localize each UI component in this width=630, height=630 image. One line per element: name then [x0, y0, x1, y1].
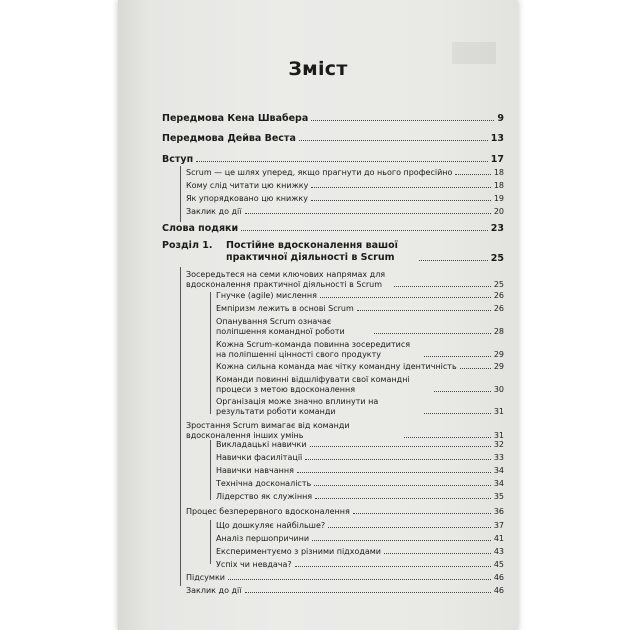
toc-subentry [216, 521, 504, 531]
toc-entry-text: Слова подяки [162, 223, 239, 234]
dot-leader [245, 592, 491, 593]
dot-leader [310, 446, 491, 447]
toc-page-number: 26 [493, 291, 504, 300]
toc-entry-text: Навички фасилітації [216, 453, 303, 462]
toc-bracket-line [210, 440, 211, 500]
toc-entry-text: Експериментуємо з різними підходами [216, 547, 381, 556]
toc-page-number: 19 [493, 194, 504, 203]
dot-leader [320, 297, 491, 298]
dot-leader [328, 527, 491, 528]
toc-subentry [186, 181, 504, 191]
toc-page-number: 37 [493, 521, 504, 530]
toc-page-number: 34 [493, 479, 504, 488]
toc-page-number: 9 [497, 113, 504, 124]
toc-entry-text: Постійне вдосконалення вашої практичної діяльності в Scrum [226, 240, 398, 263]
dot-leader [241, 230, 488, 231]
toc-page-number: 34 [493, 466, 504, 475]
toc-entry-text: Як упорядковано цю книжку [186, 194, 308, 203]
toc-page-number: 18 [493, 181, 504, 190]
toc-subentry [216, 362, 504, 372]
toc-entry-text: Навички навчання [216, 466, 294, 475]
toc-entry-text: Емпіризм лежить в основі Scrum [216, 304, 354, 313]
toc-section [186, 573, 504, 583]
toc-page-number: 35 [493, 492, 504, 501]
toc-entry-text: Передмова Кена Швабера [162, 113, 309, 124]
toc-section [186, 270, 504, 290]
toc-entry-acknowledgements [162, 223, 504, 234]
toc-entry-text: Що дошкуляє найбільше? [216, 521, 326, 530]
toc-entry-foreword-west [162, 133, 504, 144]
dot-leader [384, 553, 491, 554]
toc-entry-text: Кому слід читати цю книжку [186, 181, 309, 190]
toc-page-number: 25 [493, 280, 504, 289]
toc-subentry [216, 340, 504, 360]
toc-entry-text: Scrum — це шлях уперед, якщо прагнути до нього професійно [186, 168, 453, 177]
dot-leader [312, 540, 491, 541]
dot-leader [455, 174, 490, 175]
toc-subentry [216, 440, 504, 450]
toc-entry-text: Команди повинні відшліфувати свої командні процеси з метою вдосконалення [216, 375, 410, 394]
toc-subentry [216, 534, 504, 544]
toc-page-number: 28 [493, 327, 504, 336]
dot-leader [305, 459, 491, 460]
toc-page-number: 45 [493, 560, 504, 569]
toc-entry-text: Зростання Scrum вимагає від команди вдосконалення інших умінь [186, 421, 350, 440]
dot-leader [357, 310, 491, 311]
dot-leader [311, 200, 491, 201]
toc-page-number: 17 [490, 154, 504, 165]
dot-leader [311, 120, 494, 121]
toc-page-number: 46 [493, 573, 504, 582]
toc-entry-text: Технічна досконалість [216, 479, 312, 488]
toc-page-number: 31 [493, 431, 504, 440]
toc-entry-text: Гнучке (agile) мислення [216, 291, 317, 300]
toc-section [186, 421, 504, 441]
toc-subentry [216, 291, 504, 301]
toc-bracket-line [180, 267, 181, 586]
toc-page-number: 30 [493, 385, 504, 394]
toc-bracket-line [180, 166, 181, 222]
toc-page-number: 41 [493, 534, 504, 543]
toc-entry-text: Передмова Дейва Веста [162, 133, 296, 144]
toc-subentry [216, 560, 504, 570]
toc-entry-text: Вступ [162, 154, 194, 165]
dot-leader [424, 356, 491, 357]
toc-entry-text: Лідерство як служіння [216, 492, 313, 501]
dot-leader [460, 368, 491, 369]
chapter-label: Розділ 1. [162, 240, 213, 251]
toc-entry-text: Опанування Scrum означає поліпшення командної роботи [216, 317, 345, 336]
toc-page-number: 32 [493, 440, 504, 449]
toc-entry-text: Успіх чи невдача? [216, 560, 292, 569]
toc-subentry [216, 547, 504, 557]
toc-page-number: 29 [493, 350, 504, 359]
toc-subentry [186, 207, 504, 217]
toc-subentry [216, 453, 504, 463]
toc-subentry [186, 168, 504, 178]
dot-leader [311, 187, 490, 188]
toc-page-number: 43 [493, 547, 504, 556]
dot-leader [315, 498, 491, 499]
toc-page-number: 46 [493, 586, 504, 595]
toc-entry-text: Викладацькі навички [216, 440, 307, 449]
toc-section [186, 586, 504, 596]
toc-page-number: 23 [490, 223, 504, 234]
book-page [118, 0, 518, 630]
toc-page-number: 31 [493, 407, 504, 416]
toc-page-number: 33 [493, 453, 504, 462]
toc-subentry [216, 304, 504, 314]
dot-leader [295, 566, 491, 567]
toc-entry-text: Аналіз першопричини [216, 534, 310, 543]
toc-bracket-line [210, 520, 211, 564]
dot-leader [374, 333, 491, 334]
toc-entry-text: Кожна Scrum-команда повинна зосередитися на поліпшенні цінності свого продукту [216, 340, 411, 359]
toc-entry-text: Заклик до дії [186, 207, 242, 216]
toc-bracket-line [210, 292, 211, 414]
dot-leader [196, 161, 488, 162]
toc-entry-text: Заклик до дії [186, 586, 242, 595]
toc-entry-text: Кожна сильна команда має чітку командну ідентичність [216, 362, 457, 371]
toc-entry-text: Підсумки [186, 573, 225, 582]
dot-leader [424, 413, 491, 414]
toc-entry-introduction [162, 154, 504, 165]
dot-leader [419, 260, 488, 261]
toc-page-number: 20 [493, 207, 504, 216]
toc-page-number: 25 [490, 253, 504, 264]
toc-subentry [186, 194, 504, 204]
dot-leader [245, 213, 491, 214]
toc-subentry [216, 466, 504, 476]
toc-subentry [216, 479, 504, 489]
toc-subentry [216, 397, 504, 417]
toc-page-number: 29 [493, 362, 504, 371]
toc-subentry [216, 317, 504, 337]
dot-leader [299, 140, 488, 141]
dot-leader [353, 513, 491, 514]
dot-leader [394, 286, 491, 287]
toc-entry-text: Зосередьтеся на семи ключових напрямах для вдосконалення практичної діяльності в Scrum [186, 270, 386, 289]
toc-entry-text: Організація може значно вплинути на результати роботи команди [216, 397, 379, 416]
dot-leader [297, 472, 491, 473]
toc-section [186, 507, 504, 517]
toc-page-number: 26 [493, 304, 504, 313]
toc-subentry [216, 492, 504, 502]
dot-leader [404, 437, 491, 438]
toc-page-number: 36 [493, 507, 504, 516]
toc-entry-text: Процес безперервного вдосконалення [186, 507, 350, 516]
toc-page-number: 18 [493, 168, 504, 177]
dot-leader [228, 579, 491, 580]
toc-entry-foreword-schwaber [162, 113, 504, 124]
dot-leader [434, 391, 491, 392]
page-title: Зміст [288, 58, 348, 80]
dot-leader [314, 485, 491, 486]
chapter-title [226, 240, 504, 264]
toc-page-number: 13 [490, 133, 504, 144]
toc-subentry [216, 375, 504, 395]
